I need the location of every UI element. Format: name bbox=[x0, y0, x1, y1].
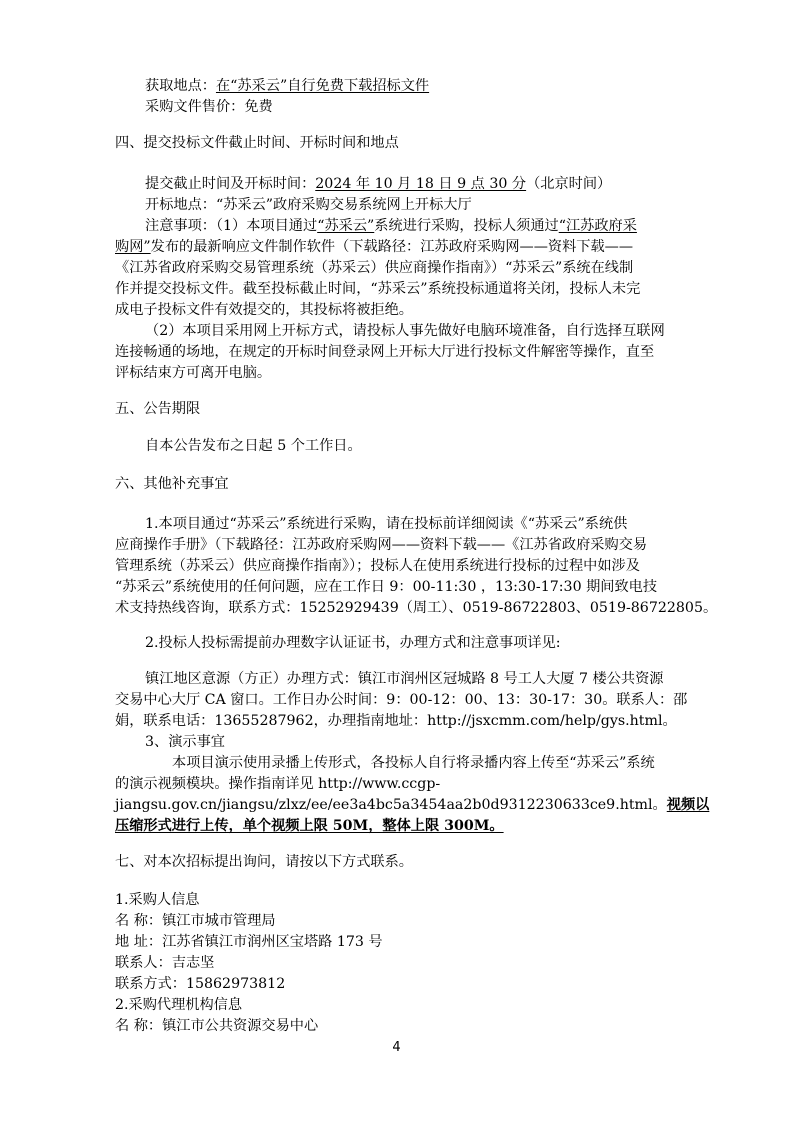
notice-period-text: 自本公告发布之日起 5 个工作日。 bbox=[145, 438, 362, 454]
notice-line-4: 作并提交投标文件。截至投标截止时间，“苏采云”系统投标通道将关闭，投标人未完 bbox=[115, 281, 641, 297]
get-location-line: 获取地点：在“苏采云”自行免费下载招标文件 bbox=[145, 78, 430, 94]
demo-line-3: jiangsu.gov.cn/jiangsu/zlxz/ee/ee3a4bc5a3454aa2b0d9312230633ce9.html。视频以 bbox=[115, 797, 710, 813]
deadline-value: 2024 年 10 月 18 日 9 点 30 分 bbox=[315, 176, 527, 192]
supplement-1-line-5: 术支持热线咨询，联系方式：15252929439（周工）、0519-86722803、0519-86722805。 bbox=[115, 600, 718, 616]
notice-line-3: 《江苏省政府采购交易管理系统（苏采云）供应商操作指南》）“苏采云”系统在线制 bbox=[115, 260, 634, 276]
opening-place-line: 开标地点：“苏采云”政府采购交易系统网上开标大厅 bbox=[145, 197, 472, 213]
demo-line-4: 压缩形式进行上传，单个视频上限 50M，整体上限 300M。 bbox=[115, 818, 504, 834]
supplement-1-line-3: 管理系统（苏采云）供应商操作指南》）；投标人在使用系统进行投标的过程中如涉及 bbox=[115, 558, 640, 574]
supplement-2: 2.投标人投标需提前办理数字认证证书，办理方式和注意事项详见: bbox=[145, 635, 561, 651]
buyer-address: 地 址：江苏省镇江市润州区宝塔路 173 号 bbox=[115, 934, 383, 950]
supplement-1-line-1: 1.本项目通过“苏采云”系统进行采购，请在投标前详细阅读《“苏采云”系统供 bbox=[145, 516, 628, 532]
buyer-contact: 联系人：吉志坚 bbox=[115, 955, 215, 971]
deadline-line: 提交截止时间及开标时间：2024 年 10 月 18 日 9 点 30 分（北京时间） bbox=[145, 176, 612, 192]
buyer-info-title: 1.采购人信息 bbox=[115, 892, 200, 908]
notice2-line-1: （2）本项目采用网上开标方式，请投标人事先做好电脑环境准备，自行选择互联网 bbox=[145, 323, 665, 339]
section6-heading: 六、其他补充事宜 bbox=[115, 476, 229, 492]
notice2-line-3: 评标结束方可离开电脑。 bbox=[115, 365, 272, 381]
section4-heading: 四、提交投标文件截止时间、开标时间和地点 bbox=[115, 135, 399, 151]
page-number: 4 bbox=[392, 1040, 401, 1055]
demo-line-1: 本项目演示使用录播上传形式，各投标人自行将录播内容上传至“苏采云”系统 bbox=[172, 755, 655, 771]
agency-name: 名 称：镇江市公共资源交易中心 bbox=[115, 1018, 319, 1034]
notice-line-1: 注意事项：（1）本项目通过“苏采云”系统进行采购，投标人须通过“江苏政府采 bbox=[145, 218, 637, 234]
notice2-line-2: 连接畅通的场地，在规定的开标时间登录网上开标大厅进行投标文件解密等操作，直至 bbox=[115, 344, 655, 360]
doc-price-line: 采购文件售价：免费 bbox=[145, 99, 273, 115]
agency-info-title: 2.采购代理机构信息 bbox=[115, 997, 243, 1013]
demo-heading: 3、演示事宜 bbox=[145, 734, 225, 750]
supplement-1-line-4: “苏采云”系统使用的任何问题，应在工作日 9：00-11:30 ，13:30-17:30 期间致电技 bbox=[115, 579, 658, 595]
notice-line-2: 购网”发布的最新响应文件制作软件（下载路径：江苏政府采购网——资料下载—— bbox=[115, 239, 634, 255]
section7-heading: 七、对本次招标提出询问，请按以下方式联系。 bbox=[115, 854, 413, 870]
section5-heading: 五、公告期限 bbox=[115, 401, 201, 417]
ca-line-1: 镇江地区意源（方正）办理方式：镇江市润州区冠城路 8 号工人大厦 7 楼公共资源 bbox=[145, 671, 664, 687]
demo-line-2: 的演示视频模块。操作指南详见 http://www.ccgp- bbox=[115, 776, 441, 792]
supplement-1-line-2: 应商操作手册》（下载路径：江苏政府采购网——资料下载——《江苏省政府采购交易 bbox=[115, 537, 648, 553]
notice-line-5: 成电子投标文件有效提交的，其投标将被拒绝。 bbox=[115, 302, 413, 318]
ca-line-3: 娟，联系电话：13655287962，办理指南地址：http://jsxcmm.com/help/gys.html。 bbox=[115, 713, 677, 729]
get-location-value: 在“苏采云”自行免费下载招标文件 bbox=[215, 78, 430, 94]
buyer-phone: 联系方式：15862973812 bbox=[115, 976, 286, 992]
ca-line-2: 交易中心大厅 CA 窗口。工作日办公时间：9：00-12：00、13：30-17：30。联系人：邵 bbox=[115, 692, 688, 708]
buyer-name: 名 称：镇江市城市管理局 bbox=[115, 913, 276, 929]
